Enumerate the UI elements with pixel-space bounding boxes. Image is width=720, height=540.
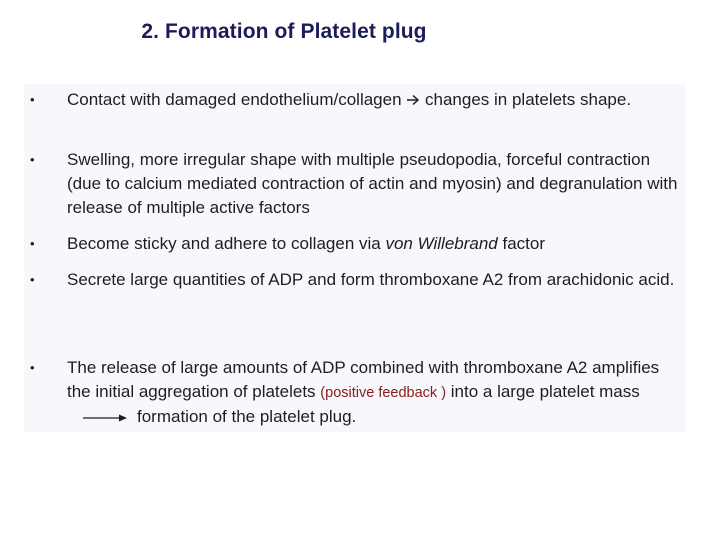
paren-close: ) (437, 385, 447, 401)
long-right-arrow-icon (83, 406, 127, 430)
bullet-text-part: Become sticky and adhere to collagen via (67, 234, 386, 253)
paren-open: ( (320, 385, 326, 401)
content-box (24, 84, 686, 432)
bullet-text-part: into a large platelet mass (446, 382, 640, 401)
bullet-text-part: factor (497, 234, 546, 253)
bullet-dot: • (30, 360, 35, 375)
bullet-dot: • (30, 152, 35, 167)
bullet-text (67, 88, 681, 113)
bullet-dot: • (30, 92, 35, 107)
bullet-dot: • (30, 272, 35, 287)
positive-feedback-note (320, 385, 446, 401)
bullet-text-part: The release of large amounts of ADP combined with thromboxane A2 amplifies the initial aggregation of platelets (67, 358, 660, 401)
bullet-text: Swelling, more irregular shape with multiple pseudopodia, forceful contraction (due to calcium mediated contraction of actin and myosin) and degranulation with release of multiple active factors (67, 150, 678, 217)
bullet-text (67, 232, 681, 256)
positive-feedback-label: positive feedback (325, 385, 438, 401)
bullet-text (67, 356, 681, 430)
bullet-text-part: changes in platelets shape. (425, 90, 632, 109)
right-arrow-icon (406, 89, 420, 113)
bullet-text-part: formation of the platelet plug. (137, 407, 357, 426)
bullet-dot: • (30, 236, 35, 251)
bullet-text: Secrete large quantities of ADP and form thromboxane A2 from arachidonic acid. (67, 270, 675, 289)
bullet-text-part: Contact with damaged endothelium/collagen (67, 90, 402, 109)
slide-title: 2. Formation of Platelet plug (141, 20, 427, 43)
bullet-text-italic: von Willebrand (385, 234, 498, 253)
